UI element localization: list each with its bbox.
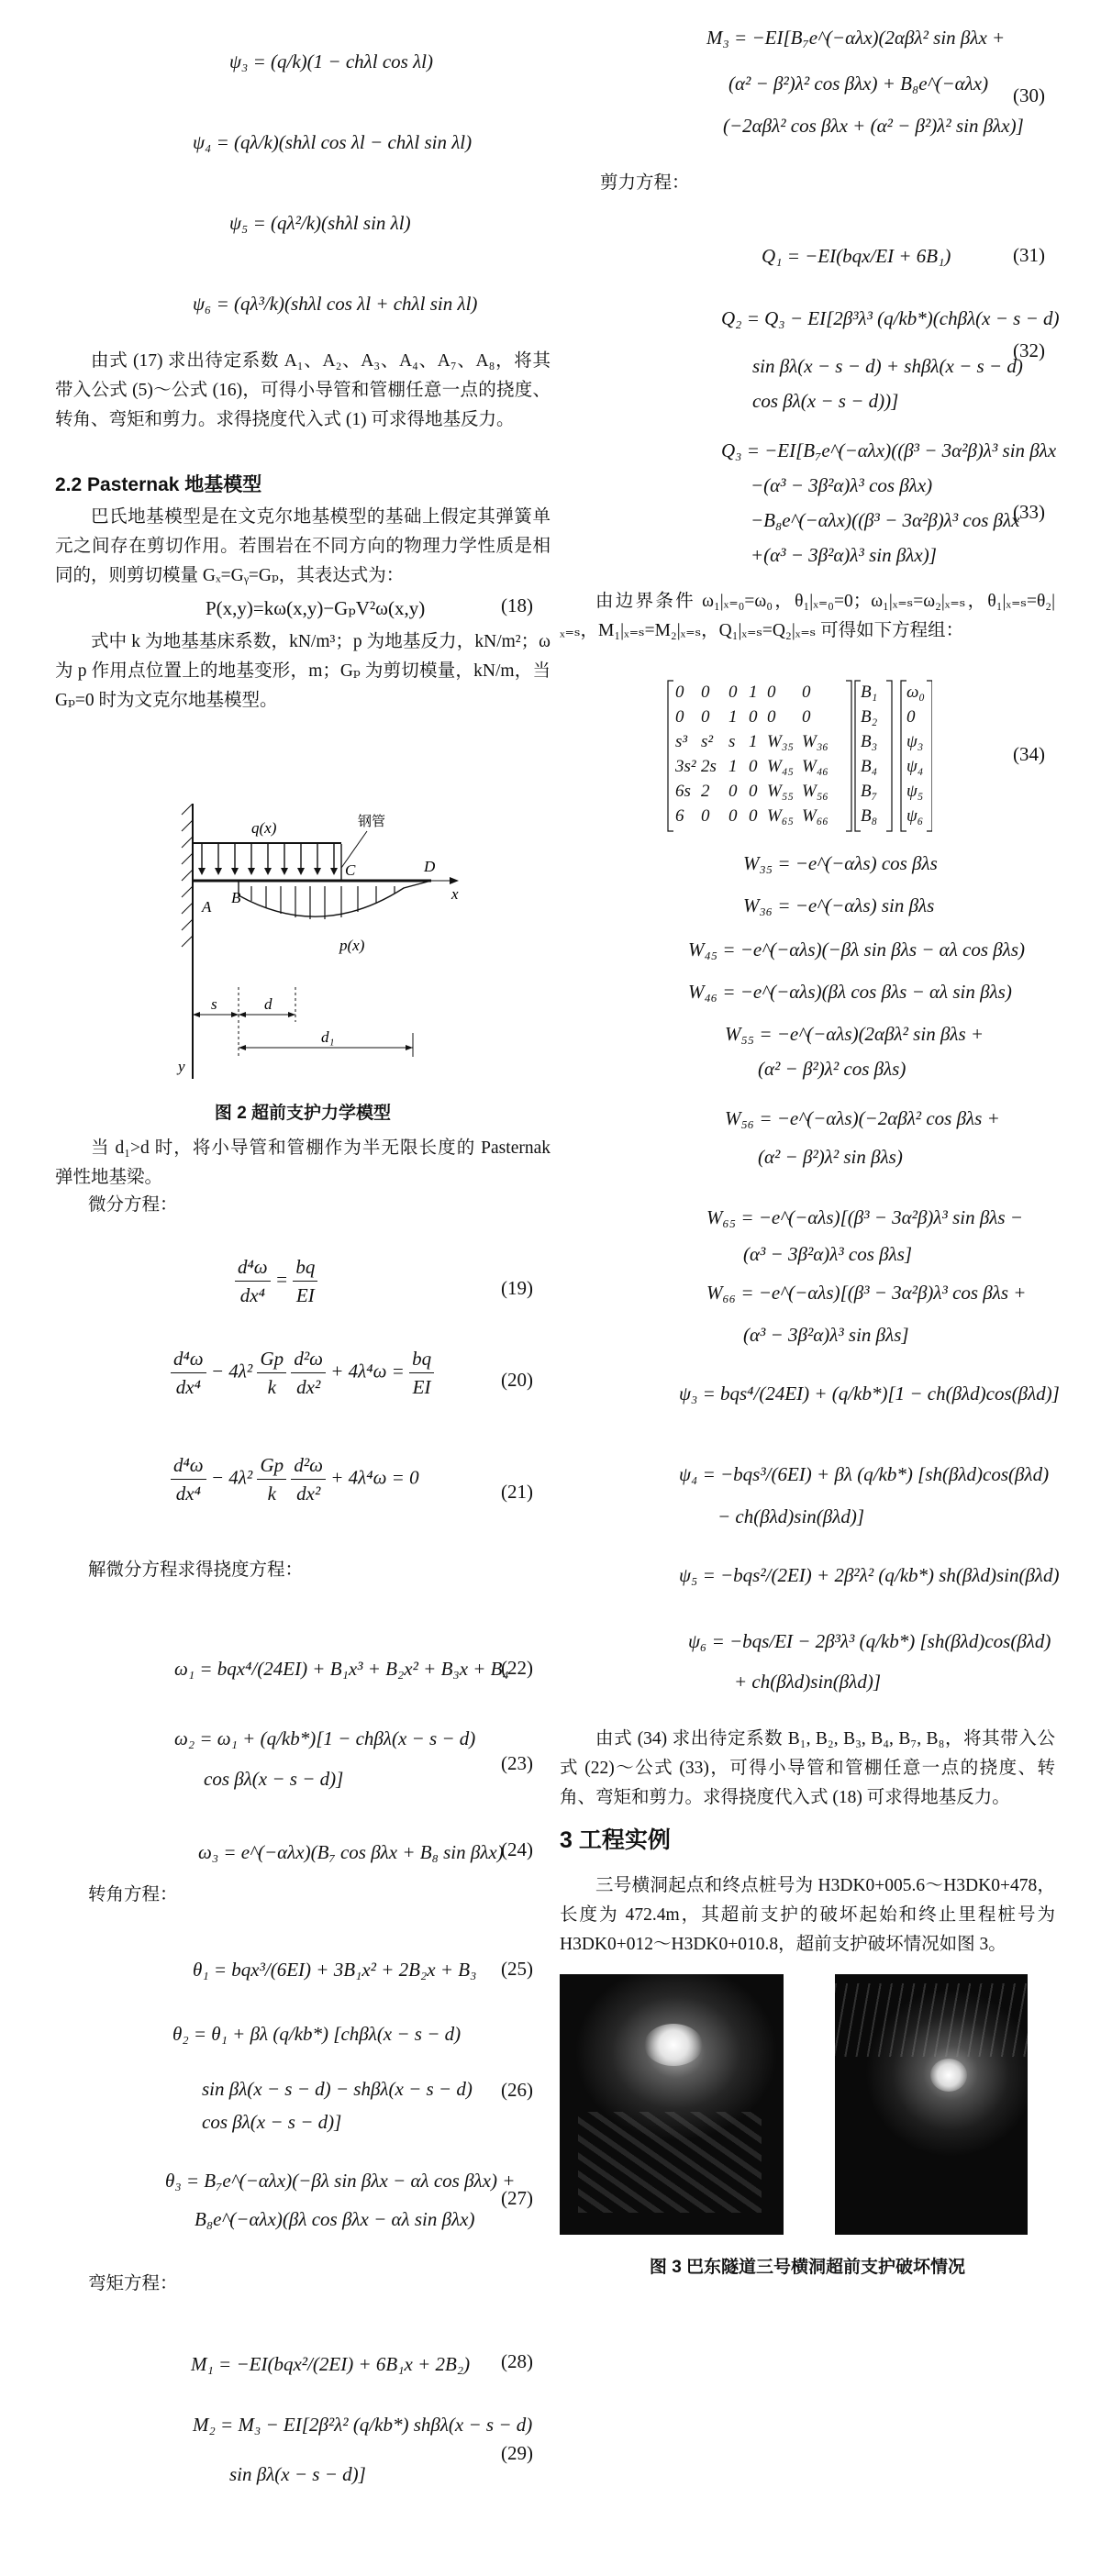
equation-26-line3: cos βλ(x − s − d)] — [202, 2111, 342, 2133]
label-d: d — [264, 995, 272, 1013]
equation-number-27: (27) — [501, 2187, 533, 2209]
equation-w65-line2: (α³ − 3β²α)λ³ cos βλs] — [743, 1243, 913, 1265]
matrix-cell: 2s — [701, 757, 717, 776]
load-top-line — [193, 842, 341, 844]
paragraph-symbols: 式中 k 为地基基床系数，kN/m³；p 为地基反力，kN/m²；ω 为 p 作用点位置上的地基变形，m；Gₚ 为剪切模量，kN/m，当 Gₚ=0 时为文克尔地基模型。 — [55, 632, 550, 710]
rhs-vector-entry: ψ₅ — [906, 782, 924, 801]
equation-w65-line1: W₆₅ = −e^(−αλs)[(β³ − 3α²β)λ³ sin βλs − — [706, 1206, 1023, 1228]
b-vector-entry: B₇ — [861, 782, 878, 801]
photo-pipe-texture — [835, 1983, 1028, 2057]
section-3-heading: 3 工程实例 — [560, 1827, 671, 1853]
matrix-cell: 1 — [728, 707, 738, 727]
equation-number-32: (32) — [1013, 339, 1045, 361]
equation-w55-line2: (α² − β²)λ² cos βλs) — [758, 1058, 906, 1080]
label-deflection: 解微分方程求得挠度方程： — [88, 1560, 304, 1580]
matrix-cell: s — [728, 732, 736, 751]
equation-w56-line1: W₅₆ = −e^(−αλs)(−2αβλ² cos βλs + — [725, 1107, 1000, 1129]
label-C: C — [345, 861, 356, 879]
equation-26-line1: θ₂ = θ₁ + βλ (q/kb*) [chβλ(x − s − d) — [172, 2023, 462, 2045]
matrix-cell: W₃₅ — [767, 732, 795, 751]
equation-32-line1: Q₂ = Q₃ − EI[2β³λ³ (q/kb*)(chβλ(x − s − d) — [721, 307, 1060, 329]
rhs-vector-entry: 0 — [906, 707, 916, 727]
reaction-arrows — [251, 886, 395, 919]
label-y-axis: y — [178, 1058, 185, 1075]
matrix-cell: W₄₆ — [802, 757, 829, 776]
equation-w36: W₃₆ = −e^(−αλs) sin βλs — [743, 894, 935, 916]
matrix-cell: 0 — [802, 707, 811, 727]
equation-psi6-b-line1: ψ₆ = −bqs/EI − 2β³λ³ (q/kb*) [sh(βλd)cos(βλd) — [688, 1630, 1051, 1652]
matrix-cell: 0 — [749, 757, 758, 776]
b-vector-entry: B₈ — [861, 806, 878, 826]
rhs-vector-entry: ψ₄ — [906, 757, 924, 776]
equation-w66-line2: (α³ − 3β²α)λ³ sin βλs] — [743, 1324, 909, 1346]
equation-number-31: (31) — [1013, 244, 1045, 266]
matrix-cell: 0 — [767, 683, 776, 702]
photo-light-spot — [930, 2059, 967, 2092]
label-A: A — [202, 898, 212, 916]
matrix-cell: 0 — [728, 806, 738, 826]
equation-w56-line2: (α² − β²)λ² sin βλs) — [758, 1146, 903, 1168]
equation-28: M₁ = −EI(bqx²/(2EI) + 6B₁x + 2B₂) — [191, 2353, 471, 2375]
paragraph-boundary: 由边界条件 ω₁|ₓ₌₀=ω₀，θ₁|ₓ₌₀=0；ω₁|ₓ₌ₛ=ω₂|ₓ₌ₛ，θ₁|ₓ₌ₛ=θ₂|ₓ₌ₛ，M₁|ₓ₌ₛ=M₂|ₓ₌ₛ，Q₁|ₓ₌ₛ=Q₂|ₓ₌ₛ 可得如下方程组： — [560, 592, 1055, 640]
figure-2-diagram — [174, 804, 468, 1079]
section-2-2-heading: 2.2 Pasternak 地基模型 — [55, 474, 262, 495]
matrix-cell: W₅₅ — [767, 782, 795, 801]
b-vector-entry: B₄ — [861, 757, 878, 776]
matrix-cell: 1 — [749, 683, 758, 702]
equation-29-line1: M₂ = M₃ − EI[2β²λ² (q/kb*) shβλ(x − s − d) — [193, 2414, 533, 2436]
equation-25: θ₁ = bqx³/(6EI) + 3B₁x² + 2B₂x + B₃ — [193, 1959, 477, 1981]
matrix-cell: 0 — [767, 707, 776, 727]
equation-number-23: (23) — [501, 1752, 533, 1774]
paragraph-coefficients: 由式 (17) 求出待定系数 A₁、A₂、A₃、A₄、A₇、A₈，将其带入公式 (5)～公式 (16)，可得小导管和管棚任意一点的挠度、转角、弯矩和剪力。求得挠度代入式 (1) 可求得地基反力。 — [55, 351, 550, 429]
matrix-cell: 0 — [749, 782, 758, 801]
psi4-equation: ψ₄ = (qλ/k)(shλl cos λl − chλl sin λl) — [193, 131, 473, 153]
matrix-cell: W₃₆ — [802, 732, 829, 751]
matrix-cell: W₄₅ — [767, 757, 795, 776]
figure-3-photo-right — [835, 1974, 1028, 2235]
psi6-equation: ψ₆ = (qλ³/k)(shλl cos λl + chλl sin λl) — [193, 293, 478, 315]
matrix-cell: W₆₆ — [802, 806, 829, 826]
equation-number-22: (22) — [501, 1657, 533, 1679]
equation-w66-line1: W₆₆ = −e^(−αλs)[(β³ − 3α²β)λ³ cos βλs + — [706, 1282, 1027, 1304]
label-pipe: 钢管 — [358, 814, 386, 829]
photo-debris-texture — [578, 2112, 762, 2213]
rhs-vector-entry: ψ₃ — [906, 732, 924, 751]
equation-32-line2: sin βλ(x − s − d) + shβλ(x − s − d) — [752, 355, 1023, 377]
wall-hatching — [182, 804, 193, 947]
reaction-curve — [239, 881, 431, 916]
matrix-cell: s² — [701, 732, 714, 751]
equation-psi3-b: ψ₃ = bqs⁴/(24EI) + (q/kb*)[1 − ch(βλd)cos(βλd)] — [679, 1382, 1060, 1405]
b-vector-entry: B₂ — [861, 707, 878, 727]
label-px: p(x) — [339, 937, 365, 954]
equation-psi4-b-line1: ψ₄ = −bqs³/(6EI) + βλ (q/kb*) [sh(βλd)cos(βλd) — [679, 1463, 1050, 1485]
equation-32-line3: cos βλ(x − s − d))] — [752, 390, 899, 412]
matrix-cell: 6s — [675, 782, 691, 801]
psi5-equation: ψ₅ = (qλ²/k)(shλl sin λl) — [229, 212, 411, 234]
matrix-cell: 1 — [749, 732, 758, 751]
equation-30-line3: (−2αβλ² cos βλx + (α² − β²)λ² sin βλx)] — [723, 115, 1024, 137]
equation-27-line2: B₈e^(−αλx)(βλ cos βλx − αλ sin βλx) — [195, 2208, 475, 2230]
label-differential: 微分方程： — [88, 1195, 178, 1215]
equation-31: Q₁ = −EI(bqx/EI + 6B₁) — [762, 245, 951, 267]
equation-w45: W₄₅ = −e^(−αλs)(−βλ sin βλs − αλ cos βλs) — [688, 938, 1026, 960]
equation-w35: W₃₅ = −e^(−αλs) cos βλs — [743, 852, 938, 874]
matrix-cell: 0 — [749, 806, 758, 826]
figure-2-caption: 图 2 超前支护力学模型 — [214, 1104, 392, 1123]
b-vector-entry: B₁ — [861, 683, 878, 702]
matrix-system-34 — [666, 679, 932, 835]
equation-33-line2: −(α³ − 3β²α)λ³ cos βλx) — [751, 474, 933, 496]
equation-21: $\frac{\text{d⁴ω}}{\text{dx⁴}}$ − 4λ² $\frac{Gp}{k}$ $\frac{\text{d²ω}}{\text{dx²}}$ + 4λ⁴ω = 0 — [171, 1451, 419, 1507]
matrix-cell: 0 — [749, 707, 758, 727]
equation-33-line1: Q₃ = −EI[B₇e^(−αλx)((β³ − 3α²β)λ³ sin βλx — [721, 439, 1057, 461]
b-vector-entry: B₃ — [861, 732, 878, 751]
load-arrows — [202, 844, 341, 881]
equation-22: ω₁ = bqx⁴/(24EI) + B₁x³ + B₂x² + B₃x + B₄ — [174, 1658, 509, 1680]
label-D: D — [424, 858, 436, 875]
equation-33-line4: +(α³ − 3β²α)λ³ sin βλx)] — [751, 544, 937, 566]
label-d1: d₁ — [321, 1028, 335, 1046]
load-arrowheads — [198, 868, 338, 875]
equation-26-line2: sin βλ(x − s − d) − shβλ(x − s − d) — [202, 2078, 473, 2100]
equation-24: ω₃ = e^(−αλx)(B₇ cos βλx + B₈ sin βλx) — [198, 1841, 504, 1863]
matrix-cell: 1 — [728, 757, 738, 776]
equation-psi5-b: ψ₅ = −bqs²/(2EI) + 2β²λ² (q/kb*) sh(βλd)sin(βλd) — [679, 1564, 1060, 1586]
rhs-vector-entry: ψ₆ — [906, 806, 924, 826]
equation-19: $\frac{\text{d⁴ω}}{\text{dx⁴}}$ = $\frac{bq}{EI}$ — [235, 1253, 317, 1309]
equation-number-20: (20) — [501, 1369, 533, 1391]
equation-20: $\frac{\text{d⁴ω}}{\text{dx⁴}}$ − 4λ² $\frac{Gp}{k}$ $\frac{\text{d²ω}}{\text{dx²}}$ + 4λ⁴ω = $\frac{bq}{EI}$ — [171, 1345, 434, 1401]
paragraph-halfinfinite: 当 d₁>d 时，将小导管和管棚作为半无限长度的 Pasternak 弹性地基梁。 — [55, 1138, 550, 1187]
equation-number-29: (29) — [501, 2442, 533, 2464]
photo-light-spot — [644, 2024, 703, 2066]
equation-23-line2: cos βλ(x − s − d)] — [204, 1768, 344, 1790]
x-axis-arrowhead — [450, 877, 459, 884]
rhs-vector-entry: ω₀ — [906, 683, 926, 702]
equation-number-21: (21) — [501, 1481, 533, 1503]
equation-33-line3: −B₈e^(−αλx)((β³ − 3α²β)λ³ cos βλx — [751, 509, 1020, 531]
equation-number-25: (25) — [501, 1958, 533, 1980]
matrix-cell: 2 — [701, 782, 710, 801]
equation-30-line1: M₃ = −EI[B₇e^(−αλx)(2αβλ² sin βλx + — [706, 27, 1006, 49]
label-rotation: 转角方程： — [88, 1885, 178, 1904]
figure-3-caption: 图 3 巴东隧道三号横洞超前支护破坏情况 — [649, 2258, 966, 2277]
paragraph-solution: 由式 (34) 求出待定系数 B₁, B₂, B₃, B₄, B₇, B₈，将其带入公式 (22)～公式 (33)，可得小导管和管棚任意一点的挠度、转角、弯矩和剪力。求得挠度代入式 (18) 可求得地基反力。 — [560, 1729, 1055, 1807]
equation-29-line2: sin βλ(x − s − d)] — [229, 2463, 366, 2485]
label-moment: 弯矩方程： — [88, 2274, 178, 2293]
matrix-cell: 0 — [675, 683, 684, 702]
matrix-cell: s³ — [675, 732, 688, 751]
psi3-equation: ψ₃ = (q/k)(1 − chλl cos λl) — [229, 50, 433, 72]
matrix-cell: W₅₆ — [802, 782, 829, 801]
equation-27-line1: θ₃ = B₇e^(−αλx)(−βλ sin βλx − αλ cos βλx) + — [165, 2170, 516, 2192]
equation-w46: W₄₆ = −e^(−αλs)(βλ cos βλs − αλ sin βλs) — [688, 981, 1012, 1003]
equation-number-28: (28) — [501, 2350, 533, 2372]
label-shear: 剪力方程： — [600, 173, 690, 193]
equation-number-24: (24) — [501, 1838, 533, 1860]
paragraph-pasternak: 巴氏地基模型是在文克尔地基模型的基础上假定其弹簧单元之间存在剪切作用。若围岩在不同方向的物理力学性质是相同的，则剪切模量 Gₓ=Gᵧ=Gₚ，其表达式为： — [55, 507, 550, 585]
equation-psi6-b-line2: + ch(βλd)sin(βλd)] — [734, 1671, 882, 1693]
label-qx: q(x) — [251, 819, 277, 837]
matrix-cell: 6 — [675, 806, 684, 826]
equation-number-26: (26) — [501, 2079, 533, 2101]
equation-18: P(x,y)=kω(x,y)−GₚV²ω(x,y) — [206, 597, 426, 619]
equation-w55-line1: W₅₅ = −e^(−αλs)(2αβλ² sin βλs + — [725, 1023, 984, 1045]
matrix-cell: 0 — [728, 683, 738, 702]
matrix-cell: W₆₅ — [767, 806, 795, 826]
label-x-axis: x — [451, 885, 459, 903]
paragraph-project: 三号横洞起点和终点桩号为 H3DK0+005.6～H3DK0+478，长度为 472.4m，其超前支护的破坏起始和终止里程桩号为 H3DK0+012～H3DK0+010.8，超前支护破坏情况如图 3。 — [560, 1876, 1055, 1954]
equation-number-34: (34) — [1013, 743, 1045, 765]
equation-number-30: (30) — [1013, 84, 1045, 106]
equation-number-19: (19) — [501, 1277, 533, 1299]
equation-number-18: (18) — [501, 594, 533, 616]
figure-3-photo-left — [560, 1974, 784, 2235]
equation-psi4-b-line2: − ch(βλd)sin(βλd)] — [717, 1505, 865, 1527]
matrix-cell: 3s² — [675, 757, 696, 776]
matrix-cell: 0 — [802, 683, 811, 702]
matrix-cell: 0 — [701, 806, 710, 826]
equation-number-33: (33) — [1013, 501, 1045, 523]
matrix-cell: 0 — [701, 683, 710, 702]
label-B: B — [231, 889, 241, 906]
equation-23-line1: ω₂ = ω₁ + (q/kb*)[1 − chβλ(x − s − d) — [174, 1727, 476, 1749]
equation-30-line2: (α² − β²)λ² cos βλx) + B₈e^(−αλx) — [728, 72, 989, 94]
matrix-cell: 0 — [728, 782, 738, 801]
label-s: s — [211, 995, 217, 1013]
matrix-cell: 0 — [675, 707, 684, 727]
matrix-cell: 0 — [701, 707, 710, 727]
